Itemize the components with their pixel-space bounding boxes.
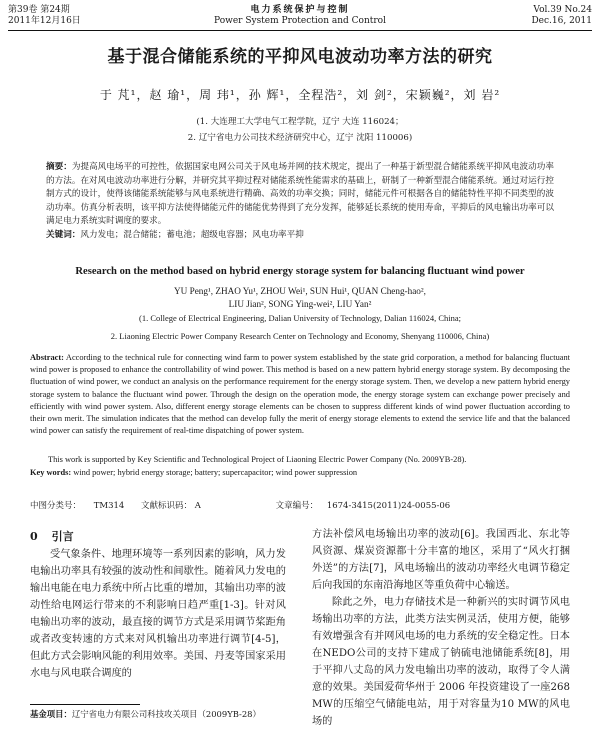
section-heading <box>30 528 74 544</box>
abstract-en <box>30 352 570 437</box>
affiliation-en-1: (1. College of Electrical Engineering, Dalian University of Technology, Dalian 116024, China; <box>138 313 461 323</box>
abstract-en-label: Abstract: <box>30 353 64 362</box>
keywords-en-label: Key words: <box>30 468 72 477</box>
date-cn: 2011年12月16日 <box>8 16 81 26</box>
header-center <box>8 5 592 27</box>
abstract-cn-text: 为提高风电场平的可控性，依据国家电网公司关于风电场并网的技术规定，提出了一种基于新型混合储能系统平抑风电波动功率的方法。在对风电波动功率进行分解，并研究其平抑过程对储能系统性能需求的基础上，研制了一种新型混合储能系统。通过对运行控制方式的设计，使得该储能系统能够与风电系统进行精确、高效的功率交换；同时，储能元件可根据各自的储能特性平抑不同类型的波动功率。仿真分析表明，该平抑方法使得储能元件的储能优势得到了充分发挥，能够延长系统的使用寿命，平抑后的风电输出功率可以满足电力系统实时调度的要求。 <box>46 162 554 227</box>
support-note-en: This work is supported by Key Scientific and Technological Project of Liaoning Electric Power Company (No. 2009YB-28). <box>48 455 467 464</box>
abstract-cn <box>46 161 554 229</box>
author-list-en-2: LIU Jian², SONG Ying-wei², LIU Yan² <box>228 299 372 309</box>
body-column-right <box>312 526 570 730</box>
keywords-cn <box>46 228 554 240</box>
article-number-label: 文章编号： <box>275 501 319 511</box>
funding-text: 辽宁省电力有限公司科技攻关项目（2009YB-28） <box>71 709 261 719</box>
abstract-en-text: According to the technical rule for connecting wind farm to power system established by the state grid corporation, a method for balancing fluctuant wind power is proposed to enhance the controllability of wind power. This method is based on a new pattern hybrid energy storage system. By decomposing the fluctuation of wind power, we conduct an analysis on the performance requirement for the energy storage system. Then, we develop a new pattern hybrid energy storage system to balance the fluctuant wind power. Through the design on the operation mode, the energy storage system can exchange power precisely and efficiently with wind power system. Also, different energy storage elements can be chosen to suppress different kinds of wind power fluctuation according to their own merit. The simulation indicates that the method can develop fully the merit of energy storage elements to extend the service life and that the balanced wind power can satisfy the requirement of real-time dispatching of power system. <box>30 353 570 436</box>
author-list-cn: 于 芃¹，赵 瑜¹，周 玮¹，孙 辉¹，全程浩²，刘 剑²，宋颖巍²，刘 岩² <box>99 88 501 102</box>
running-header <box>8 4 592 31</box>
body-column-left: 受气象条件、地理环境等一系列因素的影响，风力发电输出功率具有较强的波动性和间歇性。随着风力发电的输出电能在电力系统中所占比重的增加，其输出功率的波动性给电网运行带来的不利影响日趋严重[1-3]。针对风电输出功率的波动，最直接的调节方式是采用调节桨距角或者改变转速的方式来对风机输出功率进行调节[4-5]，但此方式会影响风能的利用效率。美国、丹麦等国家采用水电与风电联合调度的 <box>30 549 286 679</box>
affiliation-en-2: 2. Liaoning Electric Power Company Research Center on Technology and Economy, Shenyang 110006, China) <box>110 331 490 341</box>
classification-line <box>30 499 570 511</box>
funding-footnote <box>30 708 286 720</box>
body-paragraph-right-1: 方法补偿风电场输出功率的波动[6]。我国西北、东北等风资源、煤炭资源都十分丰富的地区，采用了“风火打捆外送”的方法[7]，风电场输出的波动功率经火电调节稳定后向我国的东南沿海地区等重负荷中心输送。 <box>312 529 570 591</box>
journal-name-cn: 电力系统保护与控制 <box>250 5 350 15</box>
header-right <box>531 5 592 27</box>
paper-title-cn: 基于混合储能系统的平抑风电波动功率方法的研究 <box>107 47 493 67</box>
author-list-en-1: YU Peng¹, ZHAO Yu¹, ZHOU Wei¹, SUN Hui¹, QUAN Cheng-hao², <box>174 286 426 296</box>
article-number-value: 1674-3415(2011)24-0055-06 <box>326 501 451 511</box>
volume-cn: 第39卷 第24期 <box>8 5 70 15</box>
footnote-rule <box>30 704 140 705</box>
clc-value: TM314 <box>93 501 125 511</box>
abstract-cn-label: 摘要： <box>46 162 72 172</box>
section-number: 0 <box>30 530 38 543</box>
journal-name-en: Power System Protection and Control <box>214 16 386 26</box>
keywords-en-text: wind power; hybrid energy storage; battery; supercapacitor; wind power suppression <box>73 468 358 477</box>
paper-title-en: Research on the method based on hybrid energy storage system for balancing fluctuant wind power <box>75 266 525 277</box>
doc-code-value: A <box>194 501 201 511</box>
date-en: Dec.16, 2011 <box>531 16 592 26</box>
body-paragraph-right-2: 除此之外，电力存储技术是一种新兴的实时调节风电场输出功率的方法，此类方法实例灵活，使用方便，能够有效增强含有并网风电场的电力系统的安全稳定性。日本在NEDO公司的支持下建成了钠硫电池储能系统[8]，用于平抑八丈岛的风力发电输出功率的波动，取得了令人满意的效果。美国爱荷华州于 2006 年投资建设了一座268 MW的压缩空气储能电站，用于对容量为10 MW的风电场的 <box>312 597 570 727</box>
affiliation-cn-1: (1. 大连理工大学电气工程学院，辽宁 大连 116024； <box>196 117 404 127</box>
volume-en: Vol.39 No.24 <box>533 5 592 15</box>
section-title: 引言 <box>51 530 74 543</box>
clc-label: 中图分类号： <box>30 501 82 511</box>
affiliation-cn-2: 2. 辽宁省电力公司技术经济研究中心，辽宁 沈阳 110006) <box>187 133 413 143</box>
doc-code-label: 文献标识码： <box>141 501 193 511</box>
keywords-cn-text: 风力发电；混合储能；蓄电池；超级电容器；风电功率平抑 <box>80 230 304 240</box>
keywords-en <box>30 468 570 477</box>
keywords-cn-label: 关键词： <box>46 230 81 240</box>
funding-label: 基金项目： <box>30 709 72 719</box>
